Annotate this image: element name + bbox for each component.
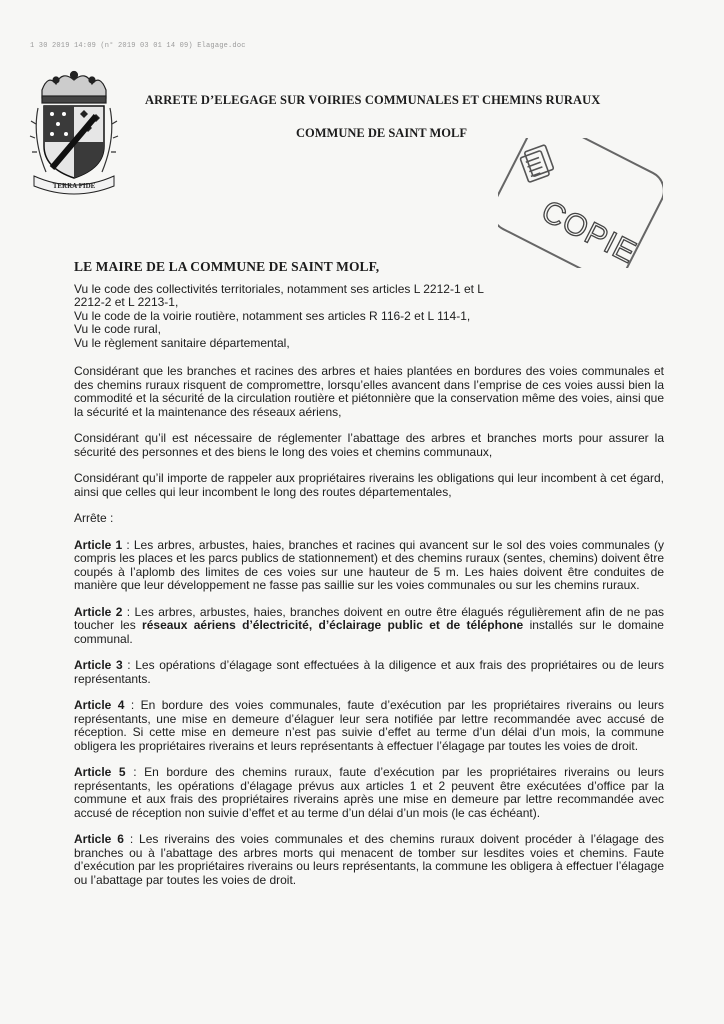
- legal-basis-line: Vu le code de la voirie routière, notamment ses articles R 116-2 et L 114-1,: [74, 308, 471, 323]
- article-text: : Les riverains des voies communales et des chemins ruraux doivent procéder à l’élagage des branches ou à l’abattage des arbres morts qui menacent de tomber sur lesdites voies et chemins. Faute d’exécution par les propriétaires riverains ou leurs représentants, la commune les obligera à effectuer l’élagage ou l’abattage par toutes les voies de droit.: [74, 832, 664, 887]
- mayor-heading: LE MAIRE DE LA COMMUNE DE SAINT MOLF,: [74, 259, 380, 274]
- copy-stamp-icon: [498, 138, 663, 268]
- article-2: [74, 606, 664, 647]
- article-text: : En bordure des voies communales, faute d’exécution par les propriétaires riverains ou leurs représentants, une mise en demeure d’élaguer leur sera notifiée par lettre recommandée avec accusé de réception. Si cette mise en demeure n’est pas suivie d’effet au terme d’un délai d’un mois, la commune obligera les propriétaires riverains et leurs représentants à effectuer l’élagage par toutes les voies de droit.: [74, 698, 664, 753]
- coat-of-arms-icon: [28, 68, 120, 196]
- article-label: Article 5: [74, 765, 126, 779]
- article-label: Article 4: [74, 698, 125, 712]
- document-title: ARRETE D’ELEGAGE SUR VOIRIES COMMUNALES ET CHEMINS RURAUX: [145, 93, 601, 107]
- considerant-paragraph: Considérant qu’il importe de rappeler aux propriétaires riverains les obligations qui leur incombent à cet égard, ainsi que celles qui leur incombent le long des routes départementales,: [74, 471, 664, 499]
- considerant-paragraph: Considérant qu’il est nécessaire de réglementer l’abattage des arbres et branches morts pour assurer la sécurité des personnes et des biens le long des voies et chemins communaux,: [74, 431, 664, 459]
- legal-basis-line: Vu le règlement sanitaire départemental,: [74, 335, 290, 350]
- legal-basis-line: 2212-2 et L 2213-1,: [74, 295, 179, 309]
- article-4: [74, 699, 664, 753]
- article-text: : Les arbres, arbustes, haies, branches et racines qui avancent sur le sol des voies communales (y compris les places et les parcs publics de stationnement) et des chemins ruraux (sentes, chemins) doivent être coupés à l’aplomb des limites de ces voies sur une hauteur de 5 m. Les haies doivent être conduites de manière que leur développement ne fasse pas saillie sur les voies communales ou sur les chemins ruraux.: [74, 537, 664, 592]
- document-body: [74, 260, 664, 887]
- article-5: [74, 766, 664, 820]
- arrete-label: Arrête :: [74, 511, 114, 525]
- article-text: : Les arbres, arbustes, haies, branches doivent en outre être élagués régulièrement afin de ne pas toucher les: [74, 604, 664, 632]
- article-text: : En bordure des chemins ruraux, faute d’exécution par les propriétaires riverains ou leurs représentants, les opérations d’élagage prévus aux articles 1 et 2 peuvent être exécutées d’office par la commune et aux frais des propriétaires riverains après une mise en demeure par lettre recommandée avec accusé de réception non suivie d’effet et au terme d’un délai d’un mois (le cas échéant).: [74, 765, 664, 820]
- article-label: Article 3: [74, 658, 123, 672]
- article-emphasis: réseaux aériens d’électricité, d’éclairage public et de téléphone: [142, 618, 524, 632]
- document-subtitle: COMMUNE DE SAINT MOLF: [296, 126, 467, 140]
- legal-basis-line: Vu le code des collectivités territoriales, notamment ses articles L 2212-1 et L: [74, 281, 484, 296]
- fax-transmission-header: 1 30 2019 14:09 (n° 2019 03 01 14 09) Elagage.doc: [30, 42, 246, 50]
- article-text: installés sur le domaine communal.: [74, 618, 664, 646]
- crest-motto: TERRA FIDE: [52, 182, 96, 190]
- considerant-paragraph: Considérant que les branches et racines des arbres et haies plantées en bordures des voies communales et des chemins ruraux risquent de compromettre, lorsqu’elles avancent dans l’emprise de ces voies aussi bien la commodité et la sécurité de la circulation routière et piétonnière que la conservation même des voies, ainsi que la sécurité et la maintenance des réseaux aériens,: [74, 364, 664, 419]
- article-label: Article 6: [74, 832, 124, 846]
- article-label: Article 1: [74, 537, 123, 552]
- article-3: [74, 659, 664, 686]
- article-text: : Les opérations d’élagage sont effectuées à la diligence et aux frais des propriétaires ou de leurs représentants.: [74, 658, 664, 686]
- article-label: Article 2: [74, 604, 123, 619]
- article-1: [74, 539, 664, 593]
- article-6: [74, 833, 664, 887]
- copy-stamp-label: COPIE: [536, 193, 643, 271]
- legal-basis-line: Vu le code rural,: [74, 322, 161, 336]
